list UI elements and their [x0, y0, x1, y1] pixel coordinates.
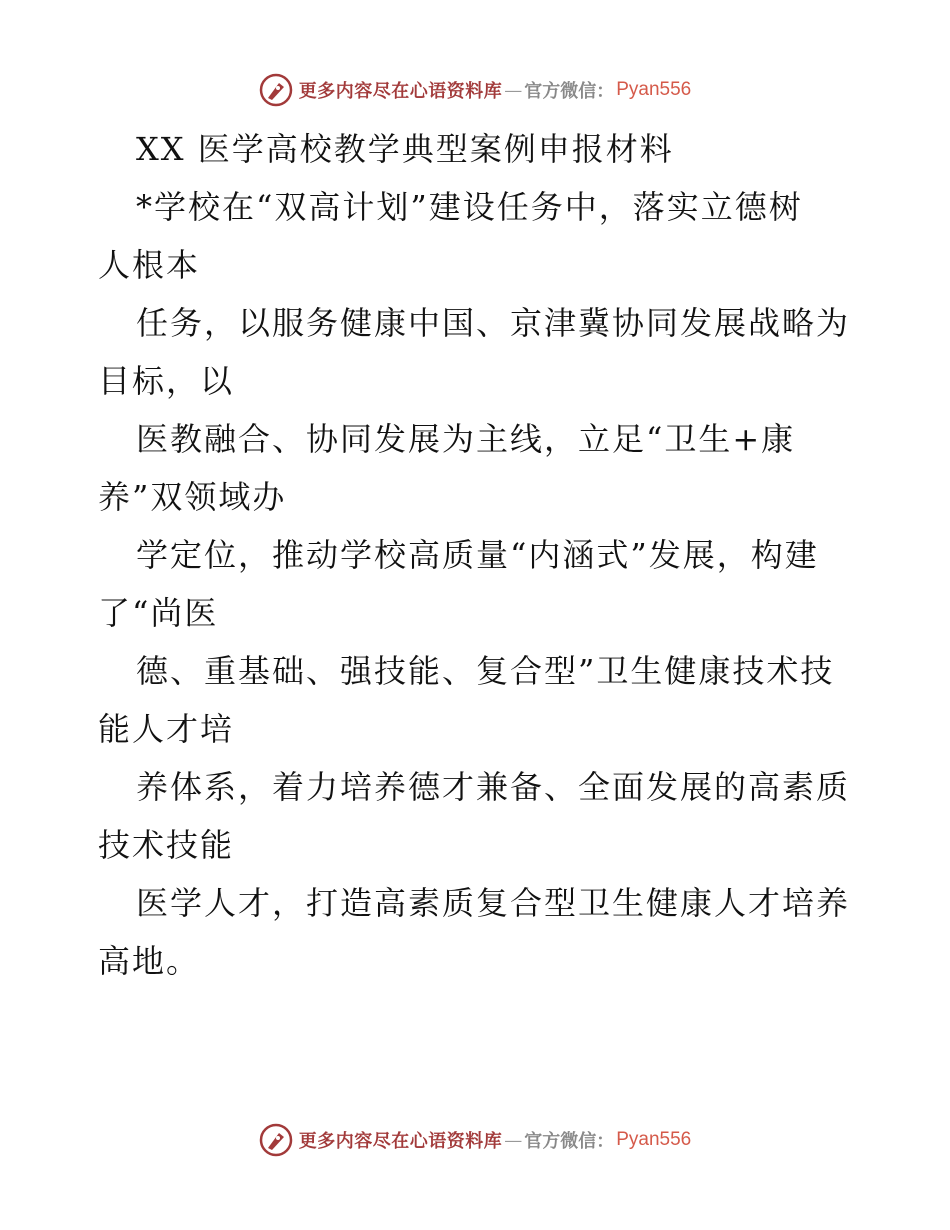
watermark-dash: —: [504, 1129, 523, 1151]
pen-nib-logo-icon: [259, 1123, 293, 1157]
text-line: 技术技能: [98, 826, 235, 864]
text-line: 任务，以服务健康中国、京津冀协同发展战略为: [136, 304, 851, 342]
watermark-banner-bottom: [0, 1120, 950, 1160]
text-line: 医教融合、协同发展为主线，立足“卫生+康: [136, 420, 796, 458]
watermark-wechat-label: 官方微信：: [524, 1131, 615, 1152]
pen-nib-logo-icon: [259, 73, 293, 107]
text-line: 学定位，推动学校高质量“内涵式”发展，构建: [136, 536, 819, 574]
watermark-dash: —: [504, 79, 523, 101]
watermark-wechat-label: 官方微信：: [524, 81, 615, 102]
text-line: 人根本: [98, 246, 201, 284]
watermark-main-text: 更多内容尽在心语资料库: [298, 1131, 503, 1152]
watermark-handle: Pyan556: [616, 79, 692, 100]
watermark-banner-top: [0, 70, 950, 110]
watermark-handle: Pyan556: [616, 1129, 692, 1150]
text-line: 目标，以: [98, 362, 235, 400]
text-line: *学校在“双高计划”建设任务中，落实立德树: [136, 188, 803, 226]
text-line: 了“尚医: [98, 594, 219, 632]
text-line: 德、重基础、强技能、复合型”卫生健康技术技: [136, 652, 835, 690]
text-line: 能人才培: [98, 710, 235, 748]
document-body: [98, 120, 858, 990]
document-title: XX 医学高校教学典型案例申报材料: [136, 130, 674, 168]
text-line: 高地。: [98, 942, 201, 980]
text-line: 养”双领域办: [98, 478, 287, 516]
text-line: 养体系，着力培养德才兼备、全面发展的高素质: [136, 768, 851, 806]
watermark-main-text: 更多内容尽在心语资料库: [298, 81, 503, 102]
text-line: 医学人才，打造高素质复合型卫生健康人才培养: [136, 884, 851, 922]
